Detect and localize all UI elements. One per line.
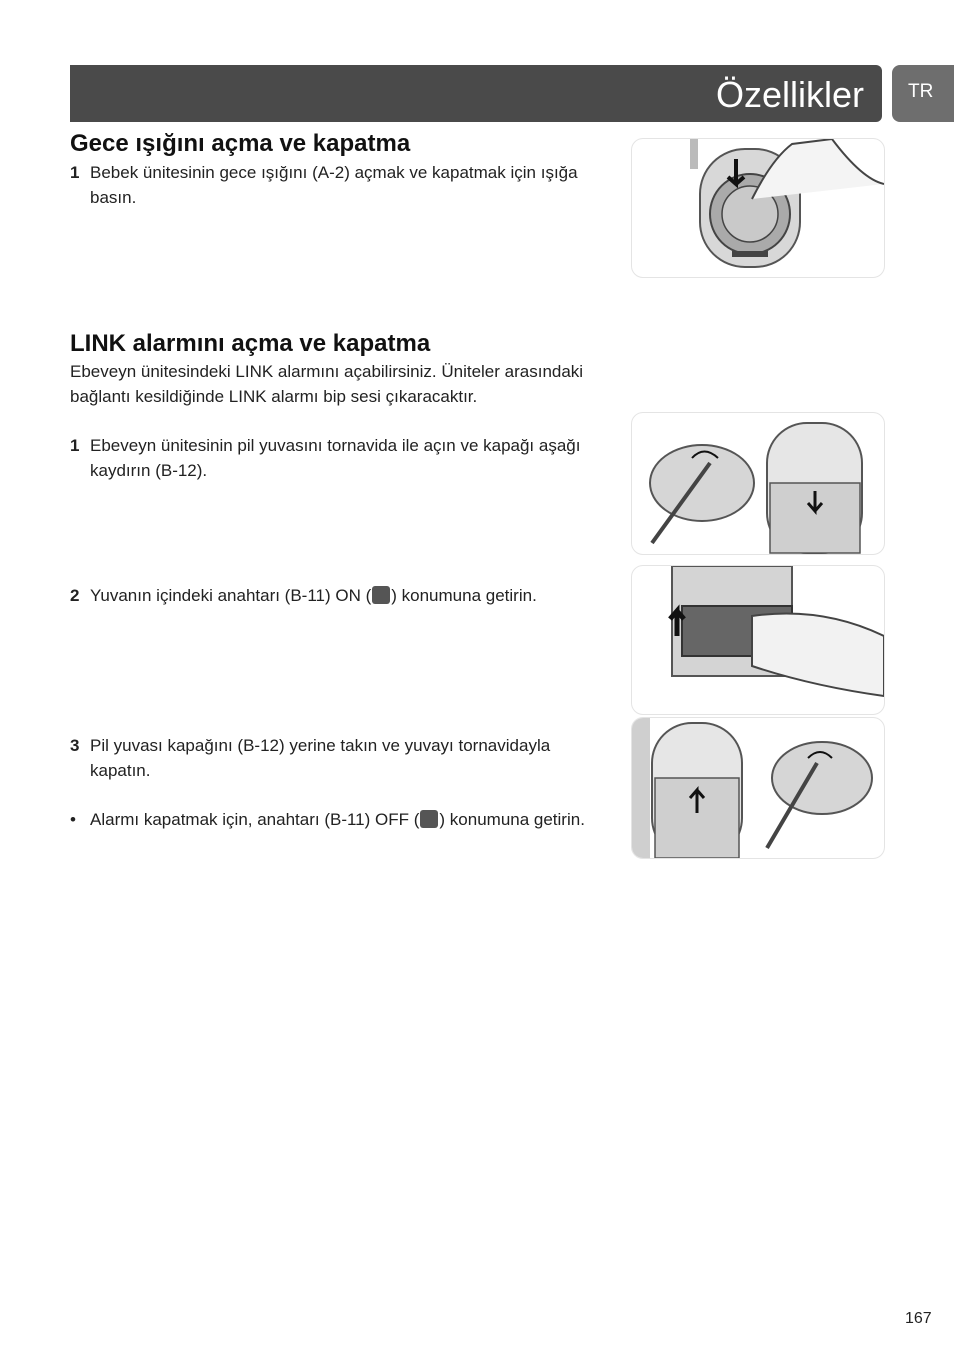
step-number: 1 [70, 436, 80, 455]
section2-intro: Ebeveyn ünitesindeki LINK alarmını açabilirsiniz. Üniteler arasındaki bağlantı kesildiğinde LINK alarmı bip sesi çıkaracaktır. [70, 362, 584, 406]
bullet-text-after: ) konumuna getirin. [439, 810, 585, 829]
bullet-text [70, 807, 600, 832]
step-number: 1 [70, 163, 80, 182]
page-number: 167 [905, 1310, 932, 1327]
section2-bullet [70, 807, 600, 832]
step-number: 2 [70, 586, 80, 605]
step-text: Ebeveyn ünitesinin pil yuvasını tornavida ile açın ve kapağı aşağı kaydırın (B-12). [90, 436, 581, 480]
step-text: Pil yuvası kapağını (B-12) yerine takın ve yuvayı tornavidayla kapatın. [90, 736, 551, 780]
section2-step-3 [70, 733, 600, 783]
switch-on-illustration [631, 565, 885, 715]
bell-off-icon [420, 810, 438, 828]
language-tab [892, 65, 954, 122]
close-battery-compartment-illustration [631, 717, 885, 859]
step-text-after: ) konumuna getirin. [391, 586, 537, 605]
step-text [70, 583, 600, 608]
open-battery-compartment-illustration [631, 412, 885, 555]
section2-step-1 [70, 433, 600, 483]
language-tab-label: TR [908, 81, 934, 102]
night-light-illustration [631, 138, 885, 278]
section2-heading: LINK alarmını açma ve kapatma [70, 330, 431, 357]
section2-step-2 [70, 583, 600, 608]
bullet-text-before: Alarmı kapatmak için, anahtarı (B-11) OFF ( [90, 810, 420, 829]
page-title: Özellikler [715, 74, 864, 115]
step-text: Bebek ünitesinin gece ışığını (A-2) açmak ve kapatmak için ışığa basın. [90, 163, 578, 207]
header-bar [70, 65, 882, 122]
step-text-before: Yuvanın içindeki anahtarı (B-11) ON ( [90, 586, 372, 605]
step-number: 3 [70, 736, 80, 755]
bell-icon [372, 586, 390, 604]
bullet-symbol: • [70, 810, 76, 829]
section1-heading: Gece ışığını açma ve kapatma [70, 130, 411, 157]
section1-step-1 [70, 160, 600, 210]
